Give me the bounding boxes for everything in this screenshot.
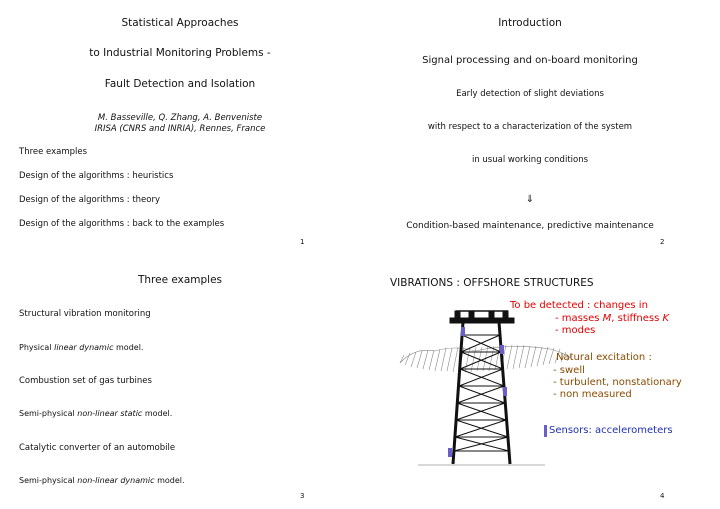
slide-3 xyxy=(0,255,360,509)
excitation-item-2: - turbulent, nonstationary xyxy=(553,377,682,388)
line-3: in usual working conditions xyxy=(471,155,589,165)
slide-title: Three examples xyxy=(137,274,223,286)
example-model-1: Physical linear dynamic model. xyxy=(19,343,144,352)
slide-title: VIBRATIONS : OFFSHORE STRUCTURES xyxy=(390,277,594,289)
slide-title: Introduction xyxy=(498,17,562,29)
page-number: 3 xyxy=(300,492,305,500)
page-number: 1 xyxy=(300,238,305,246)
excitation-item-3: - non measured xyxy=(553,389,632,400)
subtitle: Signal processing and on-board monitoring xyxy=(422,55,638,66)
detect-item-masses: - masses M, stiffness K xyxy=(555,313,670,324)
outline-item-1: Three examples xyxy=(19,147,88,157)
outline-item-4: Design of the algorithms : back to the examples xyxy=(19,219,225,229)
slide-1 xyxy=(0,0,360,254)
line-1: Early detection of slight deviations xyxy=(456,89,604,99)
example-heading-2: Combustion set of gas turbines xyxy=(19,376,152,386)
sensors-label: Sensors: accelerometers xyxy=(549,425,673,436)
excitation-item-1: - swell xyxy=(553,365,585,376)
outline-item-2: Design of the algorithms : heuristics xyxy=(19,171,174,181)
conclusion: Condition-based maintenance, predictive maintenance xyxy=(406,221,654,231)
example-heading-3: Catalytic converter of an automobile xyxy=(19,443,176,453)
page-number: 4 xyxy=(660,492,665,500)
detect-item-modes: - modes xyxy=(555,325,596,336)
detect-title: To be detected : changes in xyxy=(510,300,648,311)
title-line-1: Statistical Approaches xyxy=(121,17,239,29)
line-2: with respect to a characterization of the system xyxy=(427,122,633,132)
outline-item-3: Design of the algorithms : theory xyxy=(19,195,160,205)
title-line-2: to Industrial Monitoring Problems - xyxy=(89,47,271,59)
example-heading-1: Structural vibration monitoring xyxy=(19,309,151,319)
title-line-3: Fault Detection and Isolation xyxy=(104,78,256,90)
page-number: 2 xyxy=(660,238,665,246)
slide-4 xyxy=(360,255,720,509)
example-model-2: Semi-physical non-linear static model. xyxy=(19,409,173,418)
implies-arrow: ⇓ xyxy=(525,194,535,205)
slide-2 xyxy=(350,0,710,254)
authors: M. Basseville, Q. Zhang, A. Benveniste xyxy=(97,113,263,123)
excitation-title: Natural excitation : xyxy=(556,352,652,363)
affiliation: IRISA (CNRS and INRIA), Rennes, France xyxy=(94,124,266,134)
example-model-3: Semi-physical non-linear dynamic model. xyxy=(19,476,185,485)
